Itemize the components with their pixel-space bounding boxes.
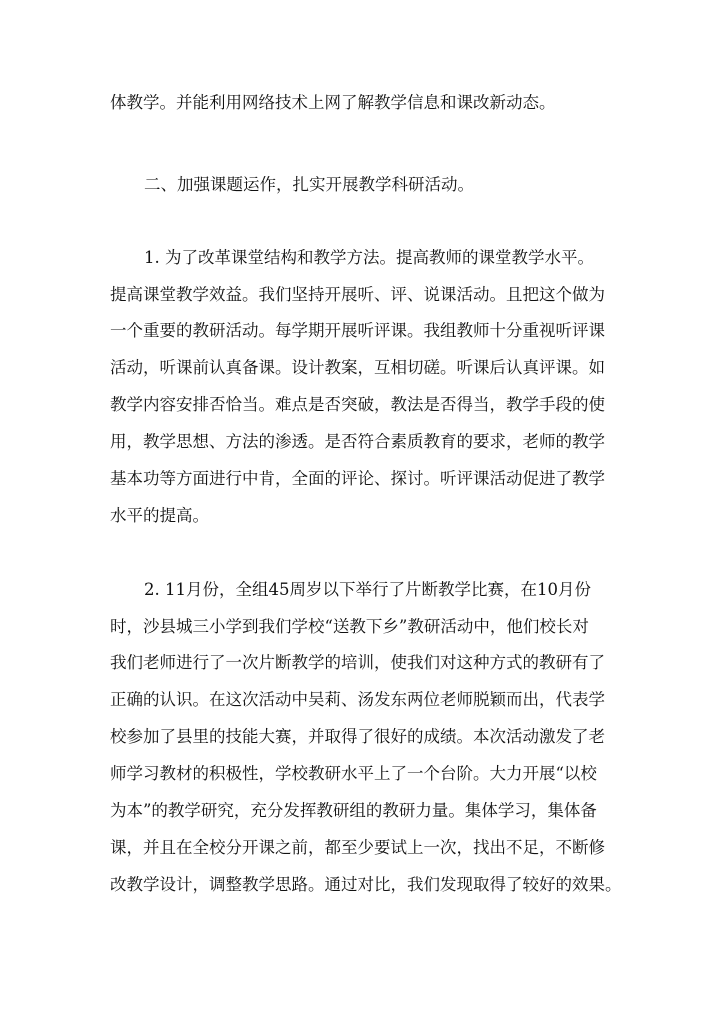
paragraph-line: 提高课堂教学效益。我们坚持开展听、评、说课活动。且把这个做为 xyxy=(110,285,605,304)
paragraph-line: 我们老师进行了一次片断教学的培训，使我们对这种方式的教研有了 xyxy=(110,653,605,672)
paragraph-line: 校参加了县里的技能大赛，并取得了很好的成绩。本次活动激发了老 xyxy=(110,727,605,746)
section-heading: 二、加强课题运作，扎实开展教学科研活动。 xyxy=(144,175,474,194)
paragraph-line: 教学内容安排否恰当。难点是否突破，教法是否得当，教学手段的使 xyxy=(110,395,605,414)
paragraph-line: 课，并且在全校分开课之前，都至少要试上一次，找出不足，不断修 xyxy=(110,838,605,857)
paragraph-line: 一个重要的教研活动。每学期开展听评课。我组教师十分重视听评课 xyxy=(110,321,605,340)
paragraph-line: 用，教学思想、方法的渗透。是否符合素质教育的要求，老师的教学 xyxy=(110,432,605,451)
paragraph-line: 1. 为了改革课堂结构和教学方法。提高教师的课堂教学水平。 xyxy=(144,248,594,267)
paragraph-line: 为本”的教学研究，充分发挥教研组的教研力量。集体学习，集体备 xyxy=(110,801,597,820)
paragraph-line: 体教学。并能利用网络技术上网了解教学信息和课改新动态。 xyxy=(110,93,556,112)
paragraph-line: 2. 11月份，全组45周岁以下举行了片断教学比赛，在10月份 xyxy=(144,580,591,599)
paragraph-line: 活动，听课前认真备课。设计教案，互相切磋。听课后认真评课。如 xyxy=(110,358,605,377)
paragraph-line: 水平的提高。 xyxy=(110,506,209,525)
paragraph-line: 基本功等方面进行中肯，全面的评论、探讨。听评课活动促进了教学 xyxy=(110,469,605,488)
paragraph-line: 时，沙县城三小学到我们学校“送教下乡”教研活动中，他们校长对 xyxy=(110,617,589,636)
paragraph-line: 师学习教材的积极性，学校教研水平上了一个台阶。大力开展“以校 xyxy=(110,764,597,783)
paragraph-line: 正确的认识。在这次活动中吴莉、汤发东两位老师脱颖而出，代表学 xyxy=(110,690,605,709)
paragraph-line: 改教学设计，调整教学思路。通过对比，我们发现取得了较好的效果。 xyxy=(110,875,622,894)
